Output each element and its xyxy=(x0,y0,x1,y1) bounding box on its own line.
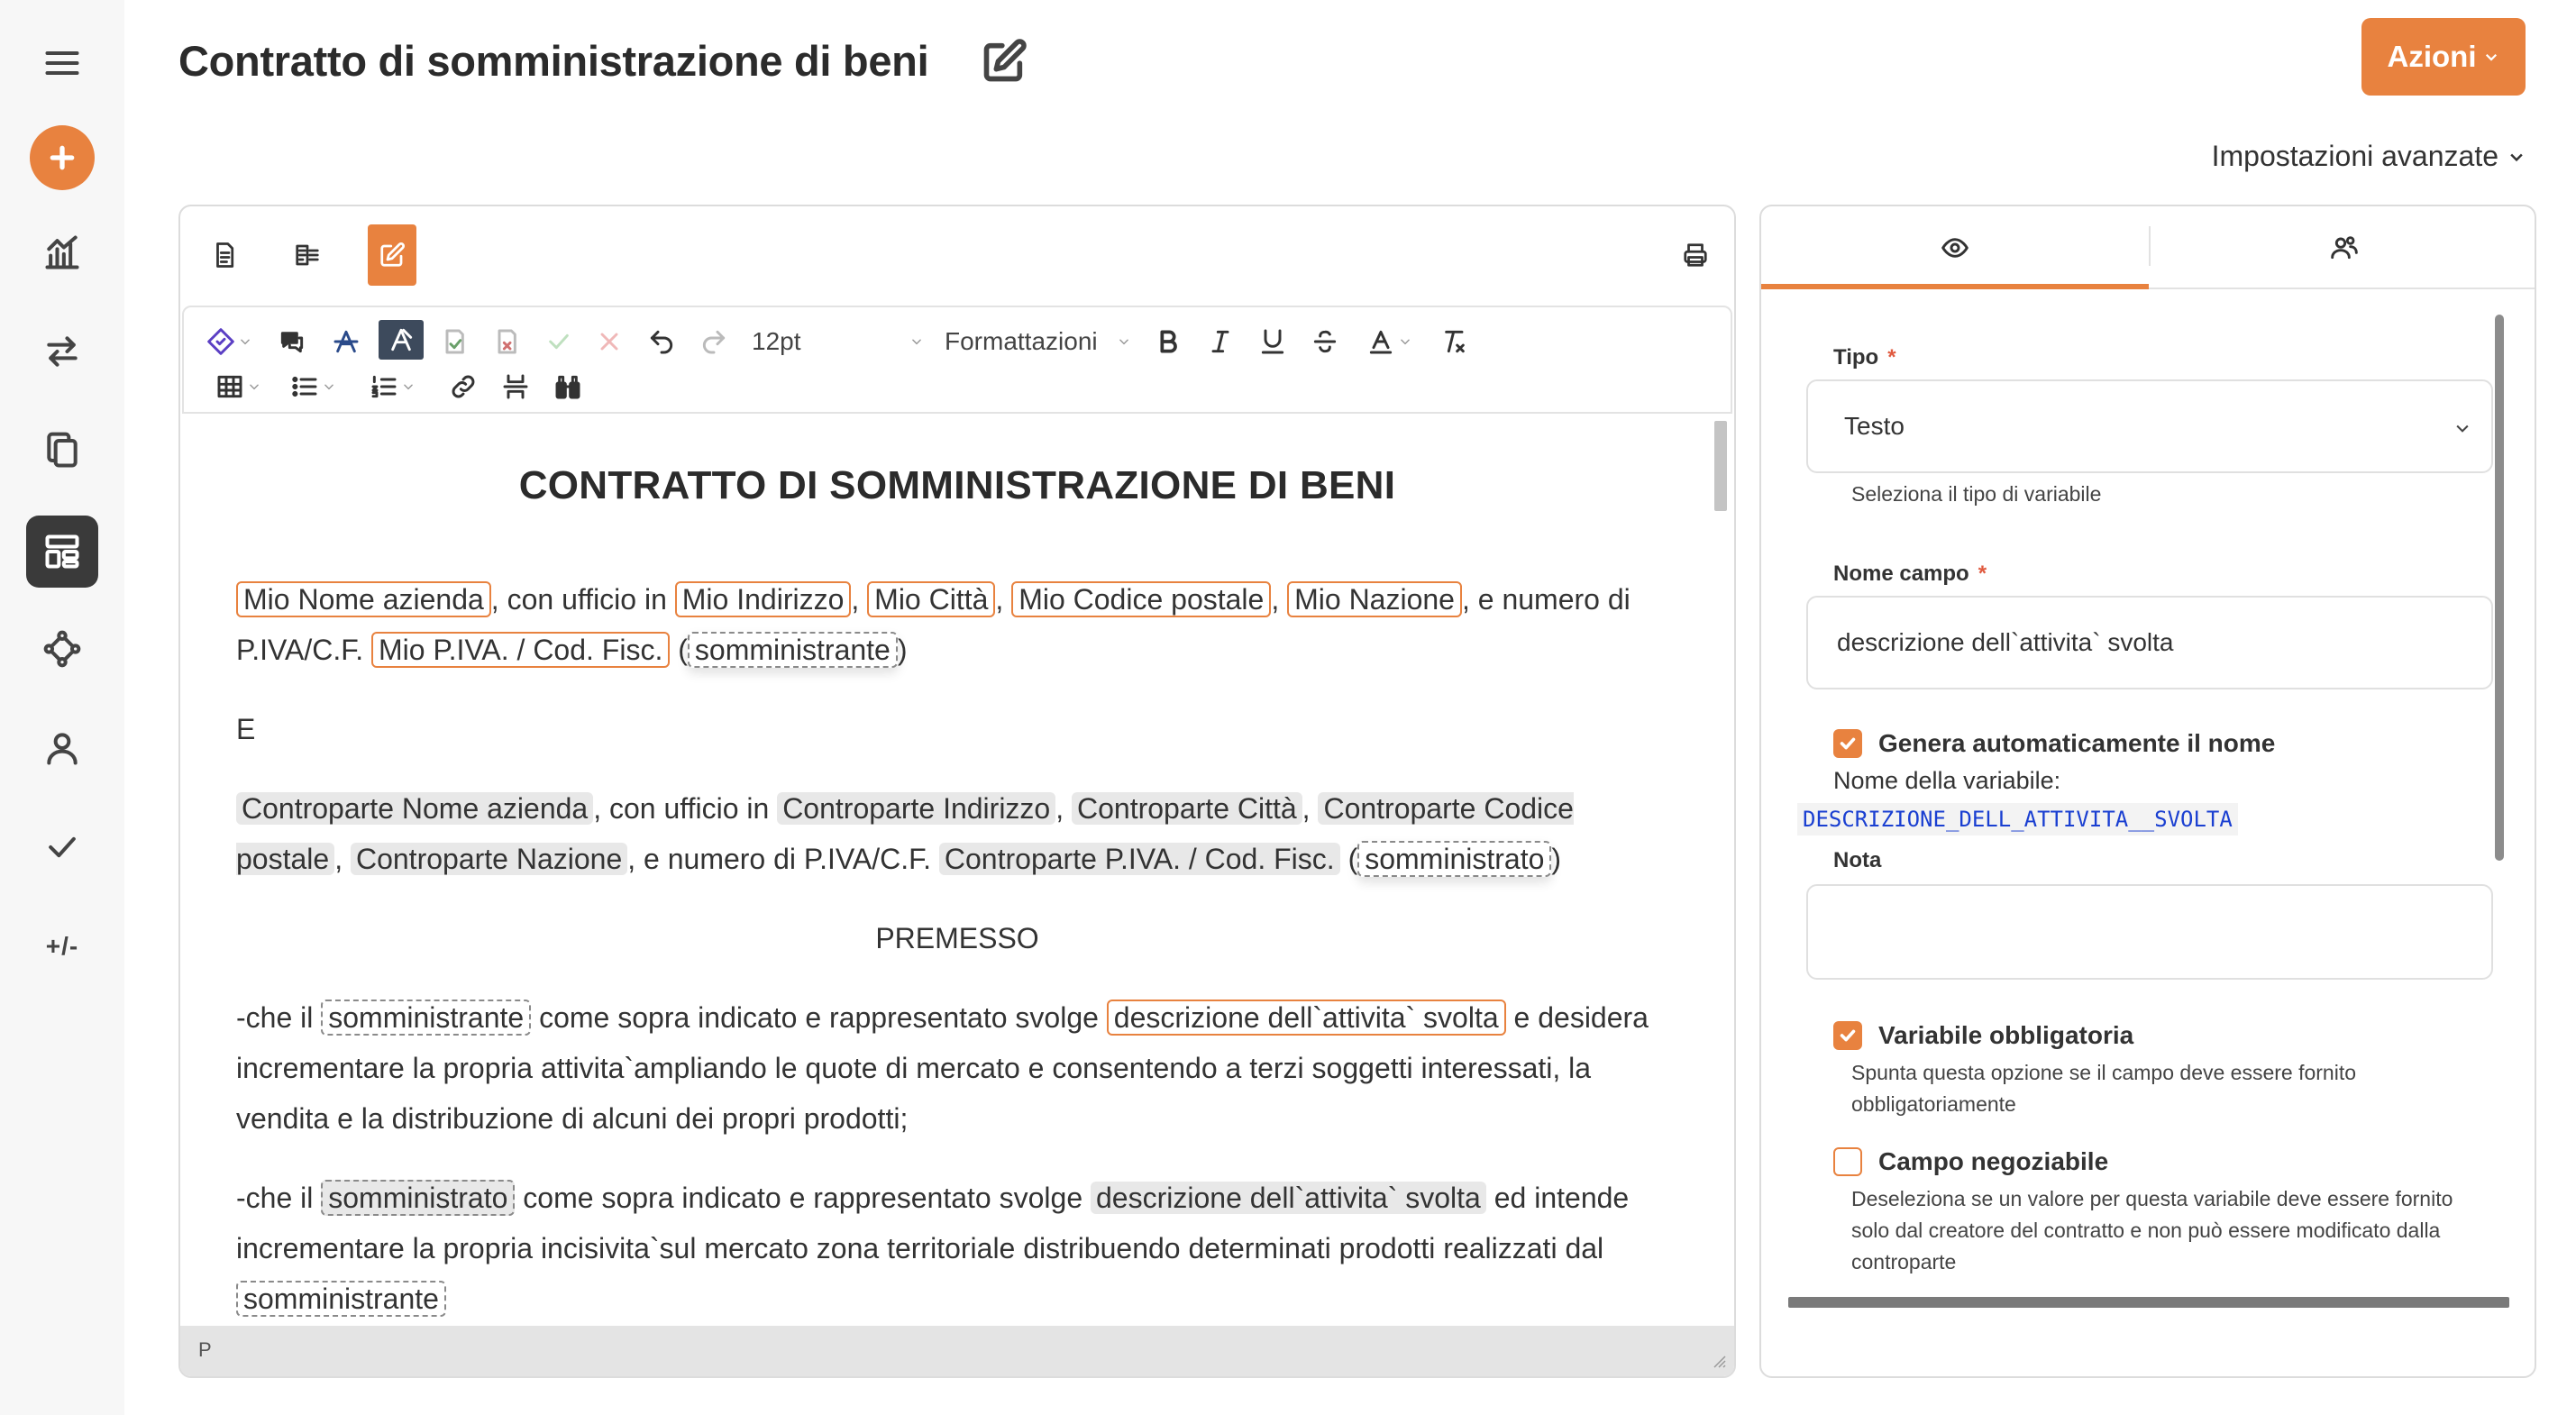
static-text: ( xyxy=(1339,843,1358,875)
italic-button[interactable] xyxy=(1201,322,1240,361)
check-icon xyxy=(1838,1026,1858,1045)
nome-campo-label-text: Nome campo xyxy=(1833,561,1969,586)
premise-one-paragraph xyxy=(236,992,1678,1144)
bold-button[interactable] xyxy=(1148,322,1188,361)
static-text: , xyxy=(1302,792,1319,825)
chevron-down-icon xyxy=(323,380,335,393)
italic-icon xyxy=(1206,327,1235,356)
static-text: , e numero di P.IVA/C.F. xyxy=(236,583,1631,666)
chevron-down-icon xyxy=(248,380,260,393)
check-icon xyxy=(544,327,573,356)
reject-change-button[interactable] xyxy=(487,322,526,361)
text-color-button[interactable] xyxy=(1357,322,1420,361)
nome-campo-label xyxy=(1833,561,1987,587)
dashboard-icon xyxy=(42,532,82,571)
static-text: ) xyxy=(897,634,908,666)
chevron-down-icon xyxy=(2507,148,2526,166)
tipo-label-text: Tipo xyxy=(1833,345,1879,370)
menu-icon xyxy=(42,43,82,83)
table-button[interactable] xyxy=(209,367,267,406)
chevron-down-icon xyxy=(2453,419,2471,437)
active-tab-indicator xyxy=(1761,284,2149,289)
static-text: -che il xyxy=(236,1001,322,1034)
variable-tag[interactable]: Controparte Nazione xyxy=(351,843,627,875)
nota-input[interactable] xyxy=(1806,884,2493,980)
static-text: come sopra indicato e rappresentato svolge xyxy=(515,1182,1091,1214)
sidebar-item-documents[interactable] xyxy=(26,415,98,487)
nome-campo-value: descrizione dell`attivita` svolta xyxy=(1837,628,2174,656)
reject-document-icon xyxy=(492,327,521,356)
variable-tag[interactable]: Mio Indirizzo xyxy=(675,581,852,617)
binoculars-icon xyxy=(553,372,582,401)
sidebar-item-transfers[interactable] xyxy=(26,315,98,388)
role-tag[interactable]: somministrato xyxy=(1357,841,1551,877)
static-text: -che il xyxy=(236,1182,322,1214)
link-button[interactable] xyxy=(443,367,483,406)
sidebar xyxy=(0,0,124,1415)
documents-icon xyxy=(42,431,82,470)
font-size-select[interactable] xyxy=(752,322,923,361)
negotiable-label[interactable]: Campo negoziabile xyxy=(1878,1147,2109,1175)
advanced-settings-toggle[interactable] xyxy=(2212,140,2526,173)
editor-panel xyxy=(178,205,1736,1378)
var-name-label: Nome della variabile: xyxy=(1833,767,2061,794)
sidebar-item-approvals[interactable] xyxy=(26,811,98,883)
page-break-button[interactable] xyxy=(496,367,535,406)
redo-icon xyxy=(699,327,728,356)
required-mark: * xyxy=(1978,561,1987,586)
actions-button[interactable] xyxy=(2361,18,2526,96)
show-changes-icon xyxy=(387,325,416,354)
variable-tag[interactable]: Mio P.IVA. / Cod. Fisc. xyxy=(371,632,670,668)
table-icon xyxy=(215,372,244,401)
undo-icon xyxy=(647,327,676,356)
mandatory-help: Spunta questa opzione se il campo deve essere fornito obbligatoriamente xyxy=(1851,1061,2357,1116)
check-icon xyxy=(1838,734,1858,753)
variable-icon xyxy=(206,327,235,356)
network-icon xyxy=(42,629,82,669)
variable-tag[interactable]: Controparte Nome azienda xyxy=(236,792,593,825)
accept-document-icon xyxy=(440,327,469,356)
user-icon xyxy=(42,728,82,768)
static-text: , e numero di P.IVA/C.F. xyxy=(627,843,939,875)
role-tag[interactable]: somministrante xyxy=(321,1000,531,1036)
chevron-down-icon xyxy=(2483,49,2499,65)
tab-parties[interactable] xyxy=(2151,206,2536,289)
party-two-paragraph xyxy=(236,783,1678,884)
nota-label: Nota xyxy=(1833,848,1882,872)
sidebar-item-users[interactable] xyxy=(26,712,98,784)
chevron-down-icon xyxy=(1118,335,1130,348)
plus-minus-icon: +/- xyxy=(45,932,79,960)
static-text: , xyxy=(1271,583,1288,616)
variable-tag[interactable]: descrizione dell`attivita` svolta xyxy=(1091,1182,1486,1214)
numbered-list-button[interactable] xyxy=(361,367,424,406)
variable-properties-panel xyxy=(1759,205,2536,1378)
check-icon xyxy=(42,827,82,867)
bullet-list-icon xyxy=(290,372,319,401)
page-break-icon xyxy=(501,372,530,401)
variable-tag[interactable]: Controparte Indirizzo xyxy=(777,792,1055,825)
undo-button[interactable] xyxy=(642,322,681,361)
variable-tag[interactable]: Mio Codice postale xyxy=(1011,581,1271,617)
strikethrough-icon xyxy=(1311,327,1339,356)
variable-tag-selected[interactable]: descrizione dell`attivita` svolta xyxy=(1107,1000,1506,1036)
compare-mode-button[interactable] xyxy=(283,224,332,286)
required-mark: * xyxy=(1887,345,1896,370)
negotiable-checkbox[interactable] xyxy=(1833,1147,1862,1176)
sidebar-item-templates[interactable] xyxy=(26,516,98,588)
variable-tag[interactable]: Controparte Città xyxy=(1072,792,1302,825)
link-icon xyxy=(449,372,478,401)
editor-status-bar xyxy=(180,1326,1734,1376)
reject-all-button[interactable] xyxy=(589,322,629,361)
static-text: ed intende incrementare la propria incisivita`sul mercato zona territoriale distribuendo determinati prodotti realizzati dal xyxy=(236,1182,1630,1264)
properties-tabs xyxy=(1761,206,2535,289)
nome-campo-input[interactable] xyxy=(1806,596,2493,689)
bold-icon xyxy=(1154,327,1183,356)
mandatory-label[interactable]: Variabile obbligatoria xyxy=(1878,1021,2134,1049)
edit-icon xyxy=(379,242,406,269)
document-icon xyxy=(211,242,238,269)
print-icon xyxy=(1682,242,1709,269)
static-text: ( xyxy=(670,634,688,666)
mode-bar xyxy=(180,206,1734,304)
advanced-settings-label: Impostazioni avanzate xyxy=(2211,140,2498,172)
close-icon xyxy=(595,327,624,356)
underline-button[interactable] xyxy=(1253,322,1293,361)
static-text: , xyxy=(1055,792,1072,825)
chart-icon xyxy=(42,233,82,272)
role-tag[interactable]: somministrante xyxy=(688,632,898,668)
transfer-icon xyxy=(42,332,82,371)
edit-icon xyxy=(981,38,1028,85)
numbered-list-icon xyxy=(370,372,398,401)
redo-button[interactable] xyxy=(694,322,734,361)
element-path[interactable]: P xyxy=(198,1338,212,1361)
chevron-down-icon xyxy=(402,380,415,393)
static-text: , con ufficio in xyxy=(593,792,778,825)
accept-all-button[interactable] xyxy=(539,322,579,361)
static-text: , xyxy=(334,843,351,875)
document-body xyxy=(236,461,1678,1329)
chevron-down-icon xyxy=(239,335,251,348)
variable-tag[interactable]: Controparte Codice postale xyxy=(236,792,1574,875)
print-button[interactable] xyxy=(1671,224,1720,286)
clear-format-button[interactable] xyxy=(1435,322,1475,361)
create-button[interactable] xyxy=(30,125,95,190)
document-canvas[interactable] xyxy=(182,415,1732,1329)
role-tag[interactable]: somministrante xyxy=(236,1281,446,1317)
comment-button[interactable] xyxy=(272,322,312,361)
strikethrough-button[interactable] xyxy=(1305,322,1345,361)
auto-name-checkbox[interactable] xyxy=(1833,729,1862,758)
static-text: e desidera incrementare la propria attivita`ampliando le quote di mercato e consentendo a terzi soggetti interessati, la vendita e la distribuzione di alcuni dei propri prodotti; xyxy=(236,1001,1649,1135)
static-text: , xyxy=(995,583,1012,616)
variable-tag[interactable]: Controparte P.IVA. / Cod. Fisc. xyxy=(939,843,1340,875)
separator-paragraph: E xyxy=(236,713,256,745)
auto-name-label[interactable]: Genera automaticamente il nome xyxy=(1878,729,2276,757)
static-text: come sopra indicato e rappresentato svolge xyxy=(531,1001,1107,1034)
static-text: , xyxy=(851,583,868,616)
plus-icon xyxy=(48,143,77,172)
tab-preview[interactable] xyxy=(1761,206,2149,289)
menu-button[interactable] xyxy=(26,27,98,99)
formats-label: Formattazioni xyxy=(945,327,1098,355)
edit-mode-button[interactable] xyxy=(368,224,416,286)
document-compare-icon xyxy=(294,242,321,269)
edit-title-button[interactable] xyxy=(981,38,1028,85)
properties-scrollbar[interactable] xyxy=(2495,315,2504,861)
actions-label: Azioni xyxy=(2387,40,2477,73)
font-size-value: 12pt xyxy=(752,327,801,355)
chevron-down-icon xyxy=(1399,335,1411,348)
clear-format-icon xyxy=(1440,327,1469,356)
show-changes-button[interactable] xyxy=(379,320,424,360)
users-icon xyxy=(2330,233,2359,262)
find-replace-button[interactable] xyxy=(548,367,588,406)
tipo-value: Testo xyxy=(1844,412,1905,440)
comment-icon xyxy=(278,327,306,356)
tipo-help: Seleziona il tipo di variabile xyxy=(1851,482,2102,506)
sidebar-item-analytics[interactable] xyxy=(26,216,98,288)
variable-insert-button[interactable] xyxy=(202,322,256,361)
role-tag[interactable]: somministrato xyxy=(321,1180,515,1216)
negotiable-help: Deseleziona se un valore per questa variabile deve essere fornito solo dal creatore del contratto e non può essere modificato dalla controparte xyxy=(1851,1187,2453,1274)
document-scrollbar[interactable] xyxy=(1714,421,1727,511)
resize-grip-icon[interactable] xyxy=(1709,1351,1727,1369)
bullet-list-button[interactable] xyxy=(281,367,344,406)
text-color-icon xyxy=(1366,327,1395,356)
track-changes-icon xyxy=(332,327,361,356)
view-mode-button[interactable] xyxy=(200,224,249,286)
tipo-label xyxy=(1833,345,1896,370)
sidebar-item-plus-minus[interactable] xyxy=(26,910,98,982)
tipo-select[interactable] xyxy=(1806,379,2493,473)
formats-select[interactable] xyxy=(945,322,1130,361)
eye-icon xyxy=(1941,233,1969,262)
accept-change-button[interactable] xyxy=(434,322,474,361)
underline-icon xyxy=(1258,327,1287,356)
track-changes-button[interactable] xyxy=(326,322,366,361)
properties-horizontal-scrollbar[interactable] xyxy=(1788,1297,2509,1308)
editor-toolbar xyxy=(182,306,1732,414)
var-name-value: DESCRIZIONE_DELL_ATTIVITA__SVOLTA xyxy=(1797,803,2238,835)
variable-tag[interactable]: Mio Città xyxy=(867,581,995,617)
premise-two-paragraph xyxy=(236,1173,1678,1324)
static-text: ) xyxy=(1551,843,1562,875)
chevron-down-icon xyxy=(910,335,923,348)
variable-tag[interactable]: Mio Nazione xyxy=(1287,581,1462,617)
sidebar-item-integrations[interactable] xyxy=(26,613,98,685)
document-title: CONTRATTO DI SOMMINISTRAZIONE DI BENI xyxy=(518,463,1396,507)
party-one-paragraph xyxy=(236,574,1678,675)
mandatory-checkbox[interactable] xyxy=(1833,1021,1862,1050)
page-title: Contratto di somministrazione di beni xyxy=(178,37,929,85)
variable-tag[interactable]: Mio Nome azienda xyxy=(236,581,491,617)
static-text: , con ufficio in xyxy=(490,583,675,616)
premesso-heading: PREMESSO xyxy=(875,922,1039,954)
